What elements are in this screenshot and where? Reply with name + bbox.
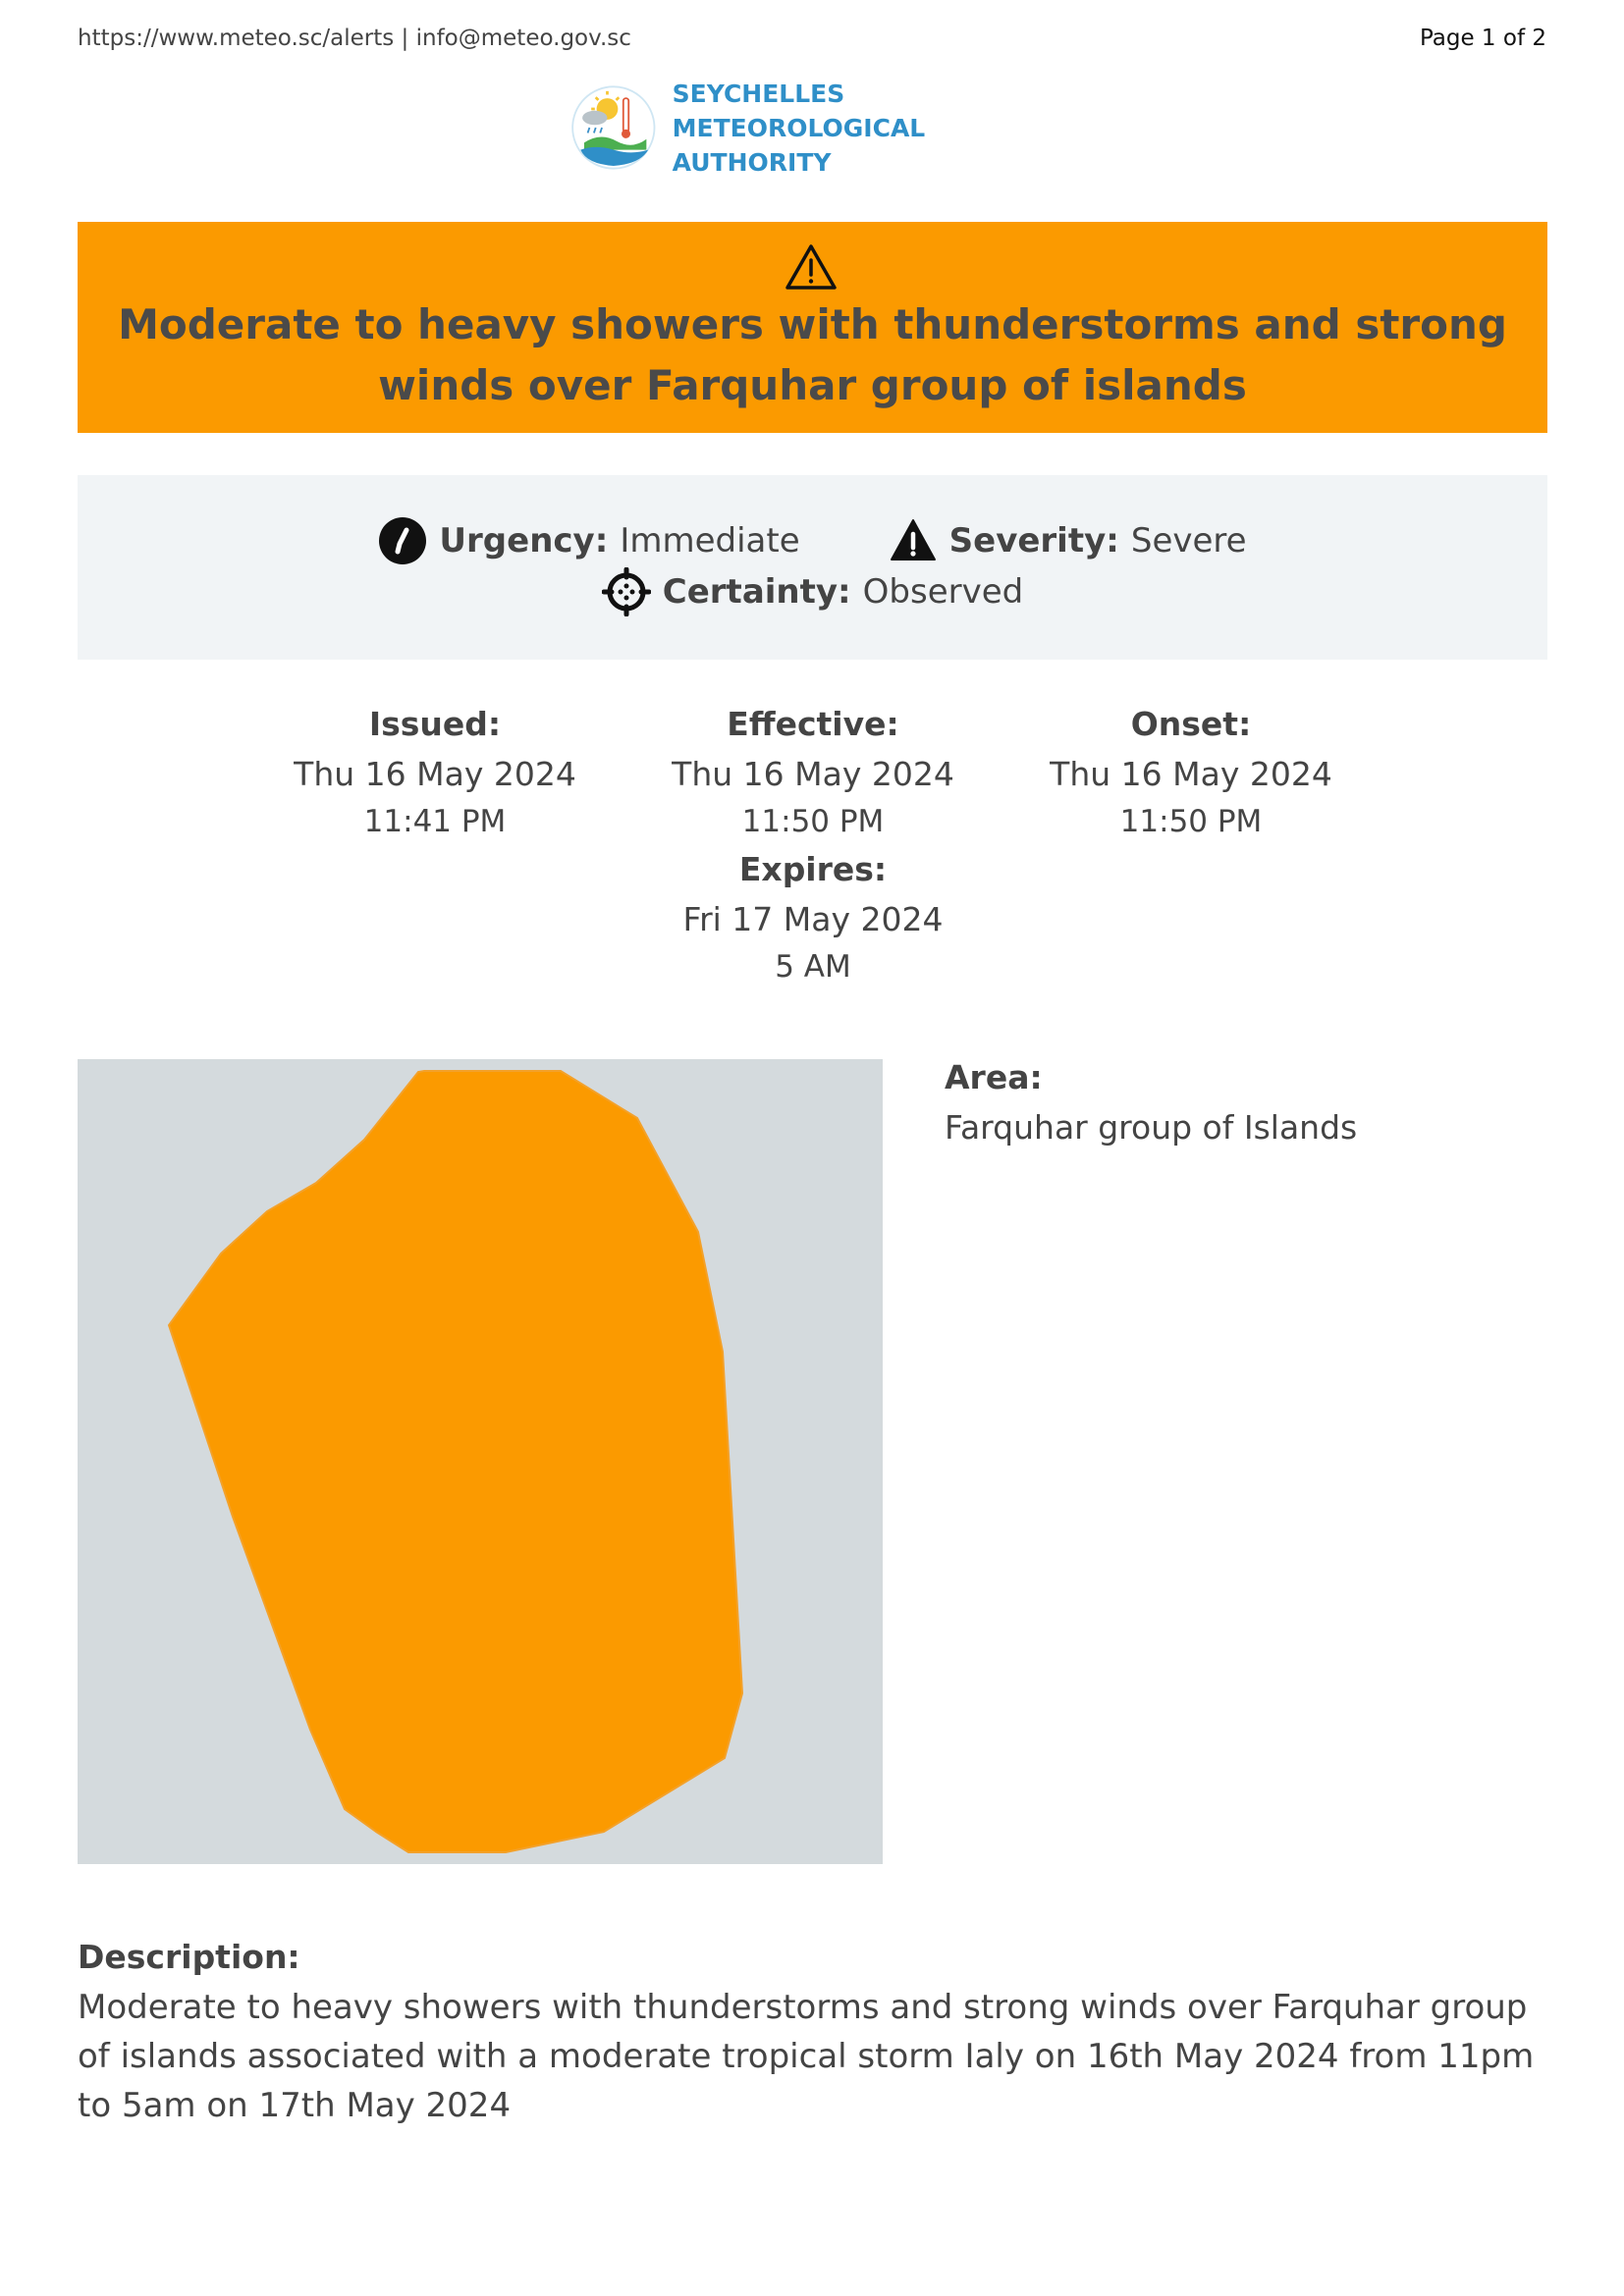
area-label: Area: xyxy=(945,1058,1043,1096)
effective-label: Effective: xyxy=(727,705,899,743)
area-value: Farquhar group of Islands xyxy=(945,1108,1358,1147)
effective-date xyxy=(626,699,1000,844)
alert-banner xyxy=(78,222,1547,433)
issued-date xyxy=(248,699,622,844)
warning-triangle-icon xyxy=(785,243,838,291)
effective-day: Thu 16 May 2024 xyxy=(672,755,954,793)
warning-icon xyxy=(889,516,938,565)
page-number: Page 1 of 2 xyxy=(1419,26,1546,51)
header-contact: https://www.meteo.sc/alerts | info@meteo.gov.sc xyxy=(78,26,631,51)
issued-label: Issued: xyxy=(368,705,502,743)
severity-label: Severity: xyxy=(948,521,1119,561)
expires-date xyxy=(626,844,1000,989)
area-info xyxy=(945,1052,1357,1152)
urgency-value: Immediate xyxy=(620,521,800,561)
logo-line-2: AUTHORITY xyxy=(672,147,832,177)
onset-day: Thu 16 May 2024 xyxy=(1050,755,1332,793)
crosshair-icon xyxy=(602,567,651,616)
severity xyxy=(889,516,1247,565)
urgency xyxy=(378,516,799,565)
area-map xyxy=(78,1059,883,1864)
expires-day: Fri 17 May 2024 xyxy=(682,900,944,938)
urgency-label: Urgency: xyxy=(439,521,609,561)
description-label: Description: xyxy=(78,1938,300,1976)
expires-label: Expires: xyxy=(738,850,888,888)
issued-day: Thu 16 May 2024 xyxy=(294,755,576,793)
alert-title: Moderate to heavy showers with thunderstorms and strong winds over Farquhar group of islands xyxy=(118,300,1507,409)
clock-icon xyxy=(378,516,427,565)
description-text: Moderate to heavy showers with thunderstorms and strong winds over Farquhar group of islands associated with a moderate tropical storm Ialy on 16th May 2024 from 11pm to 5am on 17th May 2024 xyxy=(78,1988,1535,2125)
alert-meta xyxy=(78,475,1547,660)
certainty-label: Certainty: xyxy=(662,572,851,612)
effective-time: 11:50 PM xyxy=(741,804,885,839)
onset-date xyxy=(1004,699,1378,844)
issued-time: 11:41 PM xyxy=(363,804,507,839)
logo-line-1: SEYCHELLES METEOROLOGICAL xyxy=(672,79,926,142)
onset-label: Onset: xyxy=(1130,705,1252,743)
certainty-value: Observed xyxy=(862,572,1024,612)
expires-time: 5 AM xyxy=(775,949,851,985)
weather-logo-icon xyxy=(565,74,663,182)
logo xyxy=(565,74,1065,182)
logo-text xyxy=(673,77,1065,180)
onset-time: 11:50 PM xyxy=(1119,804,1263,839)
description xyxy=(78,1932,1550,2130)
certainty xyxy=(602,567,1023,616)
severity-value: Severe xyxy=(1130,521,1247,561)
